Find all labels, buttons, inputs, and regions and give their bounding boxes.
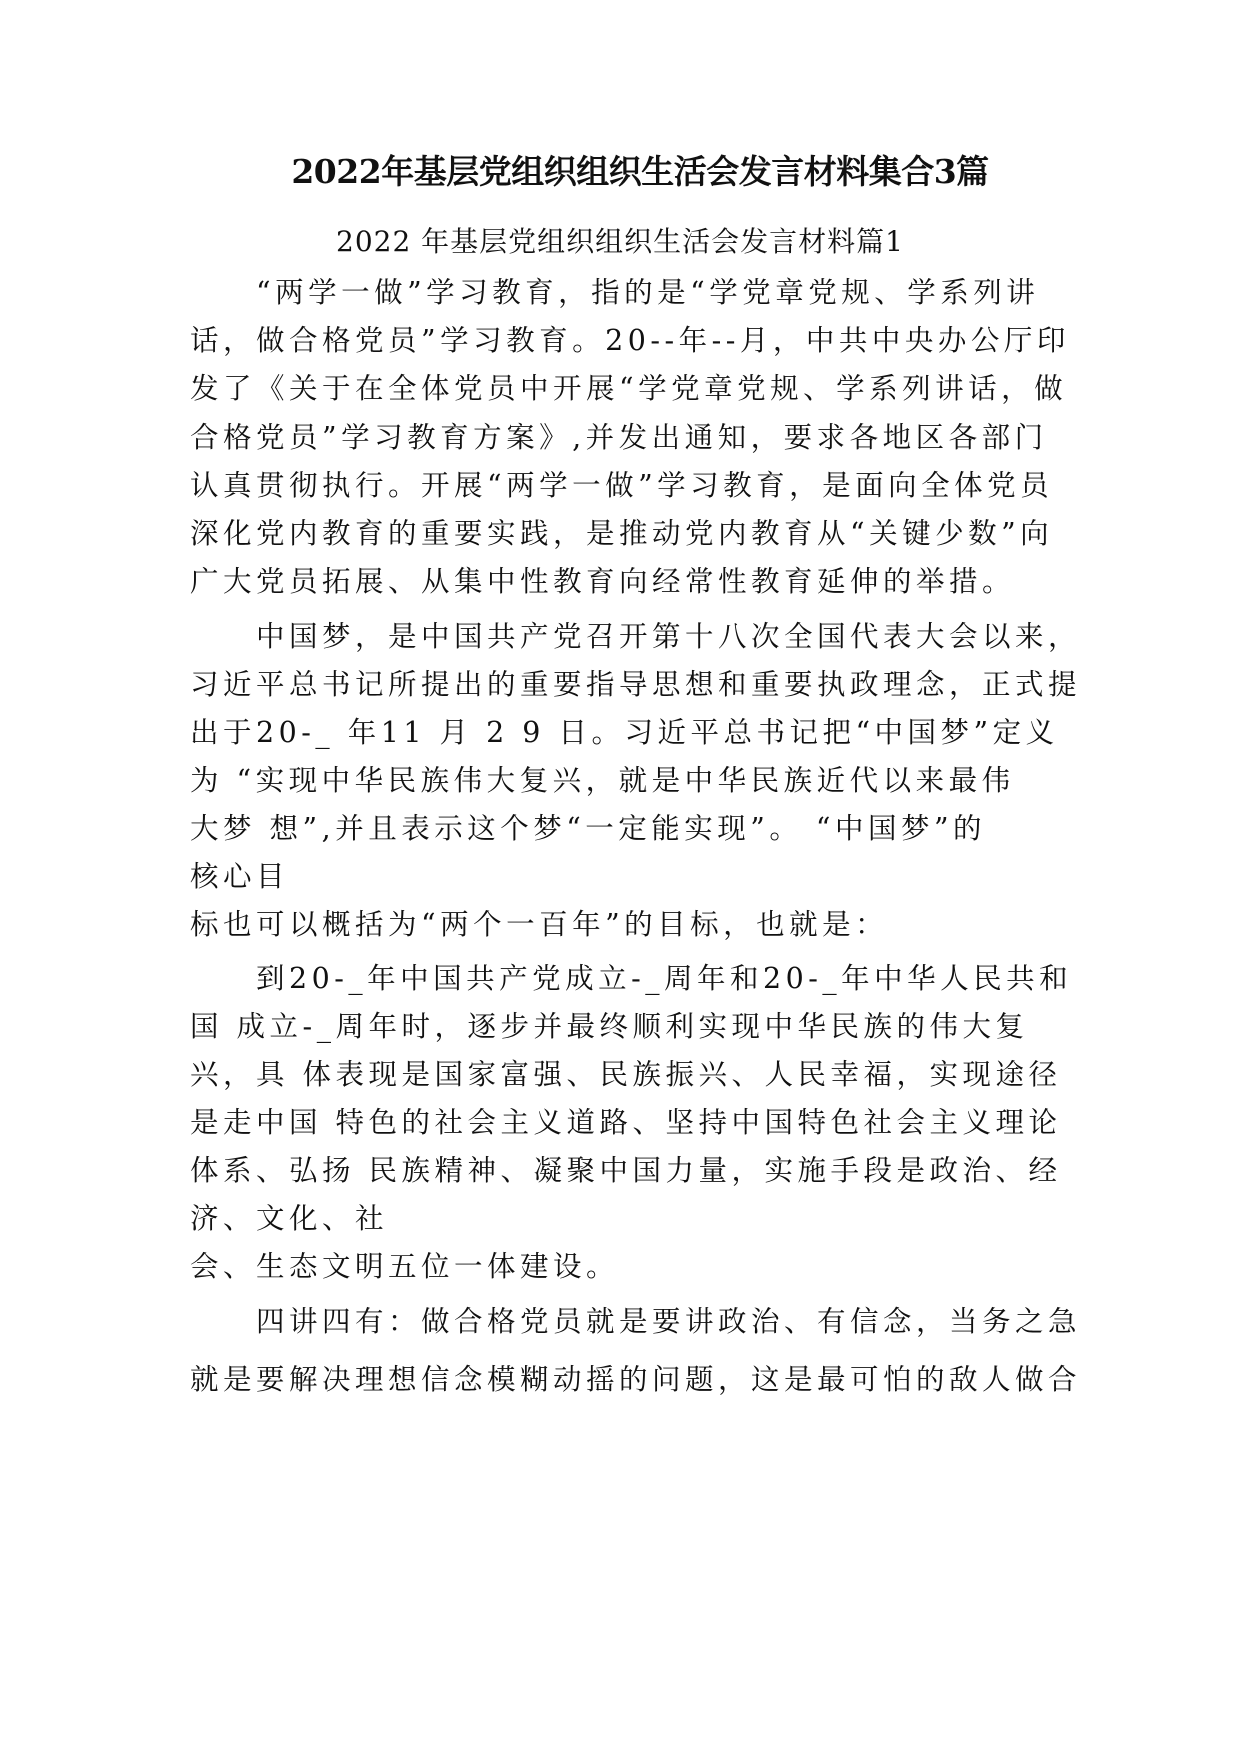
text-line: 深化党内教育的重要实践，是推动党内教育从“关键少数”向 <box>190 517 1054 550</box>
text-line: 合格党员”学习教育方案》,并发出通知，要求各地区各部门 <box>190 421 1048 454</box>
text-line: 四讲四有：做合格党员就是要讲政治、有信念，当务之急 <box>256 1305 1082 1338</box>
text-line: “两学一做”学习教育，指的是“学党章党规、学系列讲 <box>256 276 1040 309</box>
text-line: 习近平总书记所提出的重要指导思想和重要执政理念，正式提 <box>190 668 1082 701</box>
text-line: 大梦 想”,并且表示这个梦“一定能实现”。 “中国梦”的 <box>190 812 987 845</box>
text-line: 核心目 <box>190 860 290 893</box>
text-line: 发了《关于在全体党员中开展“学党章党规、学系列讲话，做 <box>190 372 1068 405</box>
text-line: 到20-_年中国共产党成立-_周年和20-_年中华人民共和 <box>256 962 1073 995</box>
text-line: 就是要解决理想信念模糊动摇的问题，这是最可怕的敌人做合 <box>190 1363 1082 1396</box>
document-title: 2022年基层党组织组织生活会发言材料集合3篇 <box>291 152 989 191</box>
text-line: 出于20-_ 年11 月 2 9 日。习近平总书记把“中国梦”定义 <box>190 716 1059 749</box>
text-line: 为 “实现中华民族伟大复兴，就是中华民族近代以来最伟 <box>190 764 1015 797</box>
document-subtitle: 2022 年基层党组织组织生活会发言材料篇1 <box>336 225 904 258</box>
text-line: 中国梦，是中国共产党召开第十八次全国代表大会以来， <box>256 620 1082 653</box>
text-line: 体系、弘扬 民族精神、凝聚中国力量，实施手段是政治、经 <box>190 1154 1062 1187</box>
text-line: 话，做合格党员”学习教育。20--年--月，中共中央办公厅印 <box>190 324 1070 357</box>
text-line: 会、生态文明五位一体建设。 <box>190 1250 620 1283</box>
text-line: 标也可以概括为“两个一百年”的目标，也就是： <box>190 908 889 941</box>
text-line: 是走中国 特色的社会主义道路、坚持中国特色社会主义理论 <box>190 1106 1062 1139</box>
text-line: 兴，具 体表现是国家富强、民族振兴、人民幸福，实现途径 <box>190 1058 1062 1091</box>
text-line: 广大党员拓展、从集中性教育向经常性教育延伸的举措。 <box>190 565 1016 598</box>
text-line: 认真贯彻执行。开展“两学一做”学习教育，是面向全体党员 <box>190 469 1054 502</box>
text-line: 济、文化、社 <box>190 1202 389 1235</box>
text-line: 国 成立-_周年时，逐步并最终顺利实现中华民族的伟大复 <box>190 1010 1029 1043</box>
